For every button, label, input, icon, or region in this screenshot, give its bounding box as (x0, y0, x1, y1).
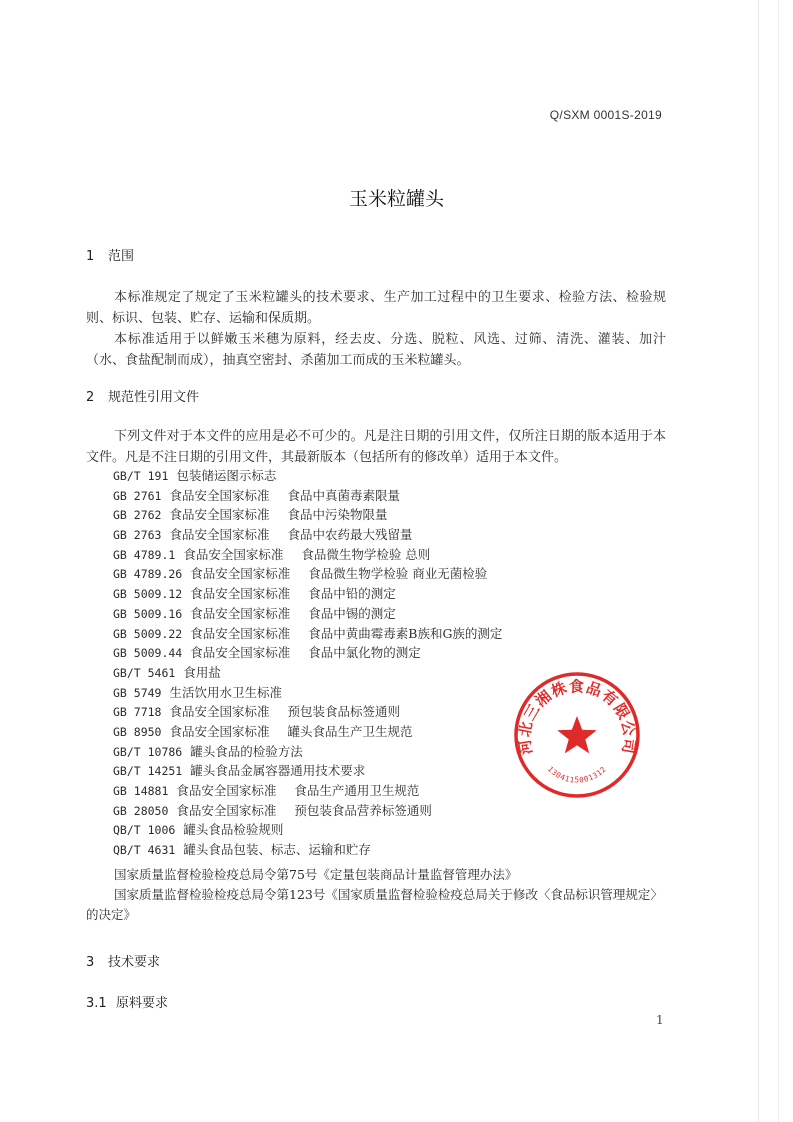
reference-item (113, 761, 502, 781)
reference-item (113, 624, 502, 644)
reference-name: 食品安全国家标准 (169, 723, 270, 739)
scan-edge-line (758, 0, 759, 1122)
reference-subtitle: 食品中黄曲霉毒素B族和G族的测定 (308, 625, 503, 641)
reference-name: 食品安全国家标准 (176, 802, 277, 818)
reference-item (113, 702, 502, 722)
reference-subtitle: 食品生产通用卫生规范 (294, 783, 420, 798)
reference-name: 包装储运图示标志 (176, 468, 277, 483)
reference-name: 罐头食品的检验方法 (190, 743, 303, 759)
reference-subtitle: 食品中铅的测定 (308, 586, 396, 602)
reference-subtitle: 食品微生物学检验 商业无菌检验 (308, 566, 488, 582)
reference-item (113, 643, 502, 663)
reference-name: 罐头食品金属容器通用技术要求 (190, 763, 366, 779)
reference-name: 食品安全国家标准 (169, 507, 270, 523)
reference-item (113, 564, 502, 584)
reference-name: 食品安全国家标准 (190, 586, 291, 602)
reference-item (113, 742, 502, 762)
section-heading-scope (86, 245, 134, 264)
section-title: 技术要求 (108, 955, 161, 970)
section-title: 规范性引用文件 (108, 390, 200, 405)
reference-subtitle: 罐头食品生产卫生规范 (287, 723, 413, 739)
reference-code: GB 5009.44 (113, 646, 183, 661)
section-heading-technical-requirements (86, 951, 160, 970)
reference-code: GB 2762 (113, 508, 162, 523)
reference-name: 罐头食品包装、标志、运输和贮存 (183, 842, 371, 858)
company-seal (512, 670, 642, 800)
reference-item (113, 466, 502, 486)
decree-item: 国家质量监督检验检疫总局令第75号《定量包装商品计量监督管理办法》 (114, 867, 518, 882)
reference-code: GB 14881 (113, 784, 169, 798)
reference-code: GB 28050 (113, 803, 169, 818)
references-intro (86, 426, 666, 468)
reference-code: GB 4789.1 (113, 547, 176, 562)
reference-code: GB 4789.26 (113, 567, 183, 582)
reference-name: 食品安全国家标准 (169, 527, 270, 543)
reference-name: 食品安全国家标准 (176, 783, 277, 798)
reference-code: GB/T 191 (113, 469, 169, 483)
reference-code: QB/T 4631 (113, 843, 176, 858)
reference-subtitle: 食品中锡的测定 (308, 605, 396, 621)
reference-code: GB 7718 (113, 705, 162, 720)
reference-name: 食品安全国家标准 (169, 487, 270, 503)
reference-code: GB 5009.22 (113, 626, 183, 641)
reference-code: GB 2763 (113, 528, 162, 543)
reference-code: GB/T 14251 (113, 764, 183, 779)
reference-item (113, 584, 502, 604)
scope-paragraph: 本标准规定了规定了玉米粒罐头的技术要求、生产加工过程中的卫生要求、检验方法、检验规则、标识、包装、贮存、运输和保质期。 (86, 290, 666, 326)
reference-name: 罐头食品检验规则 (183, 822, 284, 838)
reference-item (113, 663, 502, 683)
reference-name: 食用盐 (183, 664, 221, 680)
document-title: 玉米粒罐头 (348, 188, 444, 210)
reference-list (113, 466, 502, 860)
scope-paragraph: 本标准适用于以鲜嫩玉米穗为原料，经去皮、分选、脱粒、风选、过筛、清洗、灌装、加汁（水、食盐配制而成），抽真空密封、杀菌加工而成的玉米粒罐头。 (86, 332, 666, 368)
reference-subtitle: 食品中氯化物的测定 (308, 645, 421, 661)
references-intro-paragraph: 下列文件对于本文件的应用是必不可少的。凡是注日期的引用文件，仅所注日期的版本适用于本文件。凡是不注日期的引用文件，其最新版本（包括所有的修改单）适用于本文件。 (86, 429, 666, 465)
reference-item (113, 801, 502, 821)
reference-name: 食品安全国家标准 (190, 605, 291, 621)
reference-item (113, 722, 502, 742)
reference-code: GB 5749 (113, 685, 162, 700)
section-title: 原料要求 (116, 996, 169, 1011)
reference-subtitle: 食品微生物学检验 总则 (301, 546, 431, 562)
seal-star-icon (557, 716, 596, 753)
reference-code: GB 5009.16 (113, 606, 183, 621)
standard-code: Q/SXM 0001S-2019 (549, 108, 662, 122)
section-heading-references (86, 386, 199, 405)
scope-text (86, 287, 666, 371)
section-number: 2 (86, 390, 95, 405)
reference-code: GB 2761 (113, 488, 162, 503)
reference-name: 食品安全国家标准 (190, 625, 291, 641)
reference-code: GB 5009.12 (113, 587, 183, 602)
scan-edge-line (778, 0, 779, 1122)
reference-code: GB/T 10786 (113, 744, 183, 759)
page-number: 1 (656, 1013, 664, 1027)
reference-item (113, 781, 502, 801)
section-number: 3.1 (86, 996, 107, 1011)
reference-code: QB/T 1006 (113, 823, 176, 838)
reference-name: 食品安全国家标准 (190, 645, 291, 661)
reference-item (113, 545, 502, 565)
decree-list (86, 865, 666, 925)
section-number: 1 (86, 249, 95, 264)
reference-name: 生活饮用水卫生标准 (169, 684, 282, 700)
reference-subtitle: 食品中污染物限量 (287, 507, 388, 523)
reference-item (113, 683, 502, 703)
reference-subtitle: 预包装食品标签通则 (287, 704, 400, 720)
reference-subtitle: 预包装食品营养标签通则 (294, 802, 432, 818)
reference-item (113, 820, 502, 840)
reference-item (113, 840, 502, 860)
section-title: 范围 (108, 249, 135, 264)
reference-item (113, 486, 502, 506)
reference-subtitle: 食品中农药最大残留量 (287, 527, 413, 543)
reference-item (113, 525, 502, 545)
reference-name: 食品安全国家标准 (190, 566, 291, 582)
seal-company-text: 河北三湘株食品有限公司 (515, 677, 639, 756)
reference-item (113, 604, 502, 624)
reference-code: GB 8950 (113, 724, 162, 739)
section-number: 3 (86, 955, 95, 970)
reference-item (113, 505, 502, 525)
reference-name: 食品安全国家标准 (169, 704, 270, 720)
section-heading-raw-materials (86, 992, 168, 1011)
reference-code: GB/T 5461 (113, 665, 176, 680)
reference-name: 食品安全国家标准 (183, 546, 284, 562)
reference-subtitle: 食品中真菌毒素限量 (287, 487, 400, 503)
decree-item: 国家质量监督检验检疫总局令第123号《国家质量监督检验检疫总局关于修改〈食品标识管理规定〉的决定》 (86, 887, 663, 922)
seal-number-text: 1304115001312 (545, 764, 609, 785)
